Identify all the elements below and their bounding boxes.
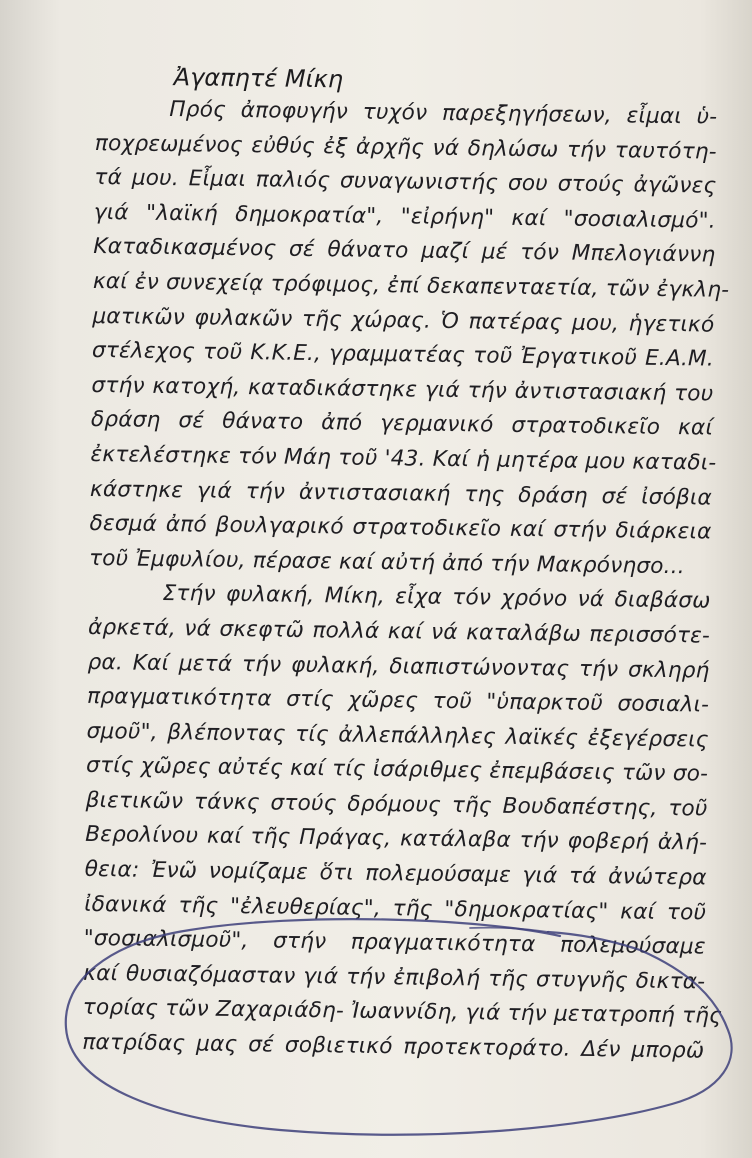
text-line-28: πατρίδας μας σέ σοβιετικό προτεκτοράτο. Δέν μπορῶ xyxy=(82,1029,705,1064)
text-line-24: ἰδανικά τῆς "ἐλευθερίας", τῆς "δημοκρατίας" καί τοῦ xyxy=(84,891,707,926)
text-line-14: τοῦ Ἐμφυλίου, πέρασε καί αὐτή ἀπό τήν Μακρόνησο... xyxy=(88,545,686,579)
text-line-16: ἀρκετά, νά σκεφτῶ πολλά καί νά καταλάβω περισσότε- xyxy=(87,614,711,649)
text-line-3: τά μου. Εἶμαι παλιός συναγωνιστής σου στούς ἀγῶνες xyxy=(94,165,717,199)
text-line-23: θεια: Ἐνῶ νομίζαμε ὅτι πολεμούσαμε γιά τά ἀνώτερα xyxy=(84,856,707,891)
text-line-19: σμοῦ", βλέποντας τίς ἀλλεπάλληλες λαϊκές ἐξεγέρσεις xyxy=(86,718,709,753)
text-line-7: ματικῶν φυλακῶν τῆς χώρας. Ὁ πατέρας μου, ἡγετικό xyxy=(92,303,715,338)
text-line-9: στήν κατοχή, καταδικάστηκε γιά τήν ἀντιστασιακή του xyxy=(91,372,714,407)
text-line-17: ρα. Καί μετά τήν φυλακή, διαπιστώνοντας τήν σκληρή xyxy=(87,649,710,684)
text-line-6: καί ἐν συνεχείᾳ τρόφιμος, ἐπί δεκαπενταετία, τῶν ἐγκλη- xyxy=(92,268,730,303)
text-line-12: κάστηκε γιά τήν ἀντιστασιακή της δράση σέ ἰσόβια xyxy=(89,476,713,511)
text-line-22: Βερολίνου καί τῆς Πράγας, κατάλαβα τήν φοβερή ἀλή- xyxy=(85,822,708,857)
text-line-1: Πρός ἀποφυγήν τυχόν παρεξηγήσεων, εἶμαι ὑ- xyxy=(169,97,718,130)
text-line-2: ποχρεωμένος εὐθύς ἐξ ἀρχῆς νά δηλώσω τήν ταυτότη- xyxy=(94,130,717,165)
text-line-25: "σοσιαλισμοῦ", στήν πραγματικότητα πολεμούσαμε xyxy=(83,926,706,960)
text-line-27: τορίας τῶν Ζαχαριάδη- Ἰωαννίδη, γιά τήν μετατροπή τῆς xyxy=(82,995,723,1030)
text-line-4: γιά "λαϊκή δημοκρατία", "εἰρήνη" καί "σοσιαλισμό". xyxy=(93,199,716,234)
text-line-15: Στήν φυλακή, Μίκη, εἶχα τόν χρόνο νά διαβάσω xyxy=(162,581,711,614)
text-line-20: στίς χῶρες αὐτές καί τίς ἰσάριθμες ἐπεμβάσεις τῶν σο- xyxy=(85,753,709,787)
text-line-26: καί θυσιαζόμασταν γιά τήν ἐπιβολή τῆς στυγνῆς δικτα- xyxy=(83,960,706,995)
letter-salutation: Ἀγαπητέ Μίκη xyxy=(173,63,344,94)
letter-body xyxy=(82,60,730,1069)
text-line-10: δράση σέ θάνατο ἀπό γερμανικό στρατοδικεῖο καί xyxy=(90,407,714,441)
text-line-18: πραγματικότητα στίς χῶρες τοῦ "ὑπαρκτοῦ σοσιαλι- xyxy=(86,684,710,718)
text-line-5: Καταδικασμένος σέ θάνατο μαζί μέ τόν Μπελογιάννη xyxy=(93,234,716,269)
text-line-11: ἐκτελέστηκε τόν Μάη τοῦ '43. Καί ἡ μητέρα μου καταδι- xyxy=(90,441,717,476)
text-line-21: βιετικῶν τάνκς στούς δρόμους τῆς Βουδαπέστης, τοῦ xyxy=(85,787,708,822)
text-line-13: δεσμά ἀπό βουλγαρικό στρατοδικεῖο καί στήν διάρκεια xyxy=(89,511,712,545)
text-line-8: στέλεχος τοῦ Κ.Κ.Ε., γραμματέας τοῦ Ἐργατικοῦ Ε.Α.Μ. xyxy=(91,338,715,372)
